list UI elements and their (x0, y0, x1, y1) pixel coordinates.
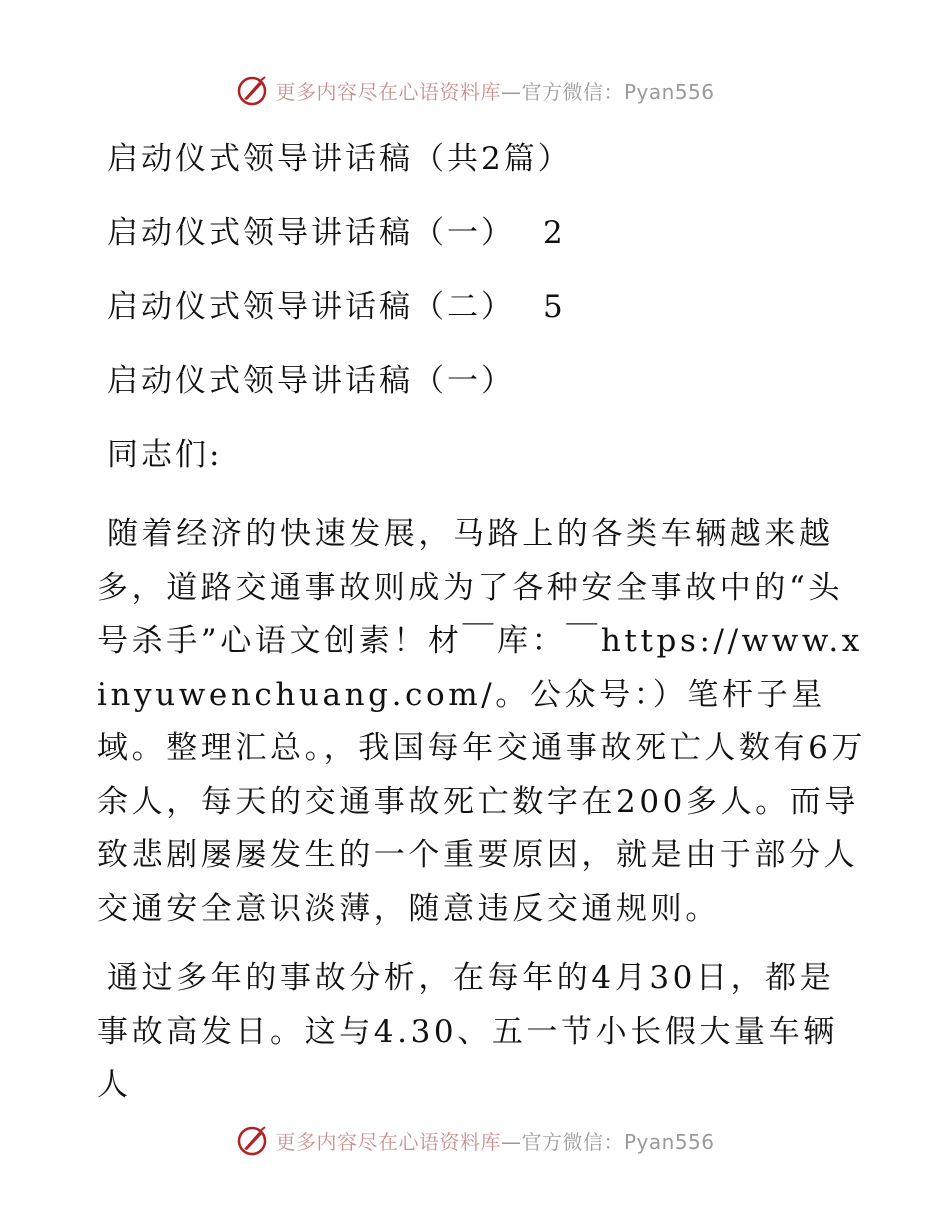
toc-entry-label: 启动仪式领导讲话稿（一） (107, 215, 515, 251)
watermark-text: 更多内容尽在心语资料库—官方微信：Pyan556 (275, 79, 715, 104)
body-paragraph: 通过多年的事故分析，在每年的4月30日，都是事故高发日。这与4.30、五一节小长假大量车辆人 (97, 960, 838, 1103)
toc-entry-page: 5 (543, 289, 566, 325)
toc-entry (97, 196, 867, 270)
document-title: 启动仪式领导讲话稿（共2篇） (107, 141, 572, 177)
toc-entry-page: 2 (543, 215, 566, 251)
watermark-banner-bottom (0, 1120, 950, 1160)
toc-entry (97, 270, 867, 344)
watermark-text: 更多内容尽在心语资料库—官方微信：Pyan556 (275, 1129, 715, 1154)
quill-circle-logo-icon (235, 73, 269, 107)
toc-entry-label: 启动仪式领导讲话稿（二） (107, 289, 515, 325)
quill-circle-logo-icon (235, 1123, 269, 1157)
document-body (97, 122, 867, 1113)
body-paragraph: 随着经济的快速发展，马路上的各类车辆越来越多，道路交通事故则成为了各种安全事故中的“头号杀手”心语文创素！材￣库：￣https://www.xinyuwenchuang.com/。公众号：）笔杆子星域。整理汇总。，我国每年交通事故死亡人数有6万余人，每天的交通事故死亡数字在200多人。而导致悲剧屡屡发生的一个重要原因，就是由于部分人交通安全意识淡薄，随意违反交通规则。 (97, 516, 867, 927)
salutation: 同志们: (107, 437, 223, 473)
watermark-banner-top (0, 70, 950, 110)
section-heading: 启动仪式领导讲话稿（一） (107, 363, 515, 399)
